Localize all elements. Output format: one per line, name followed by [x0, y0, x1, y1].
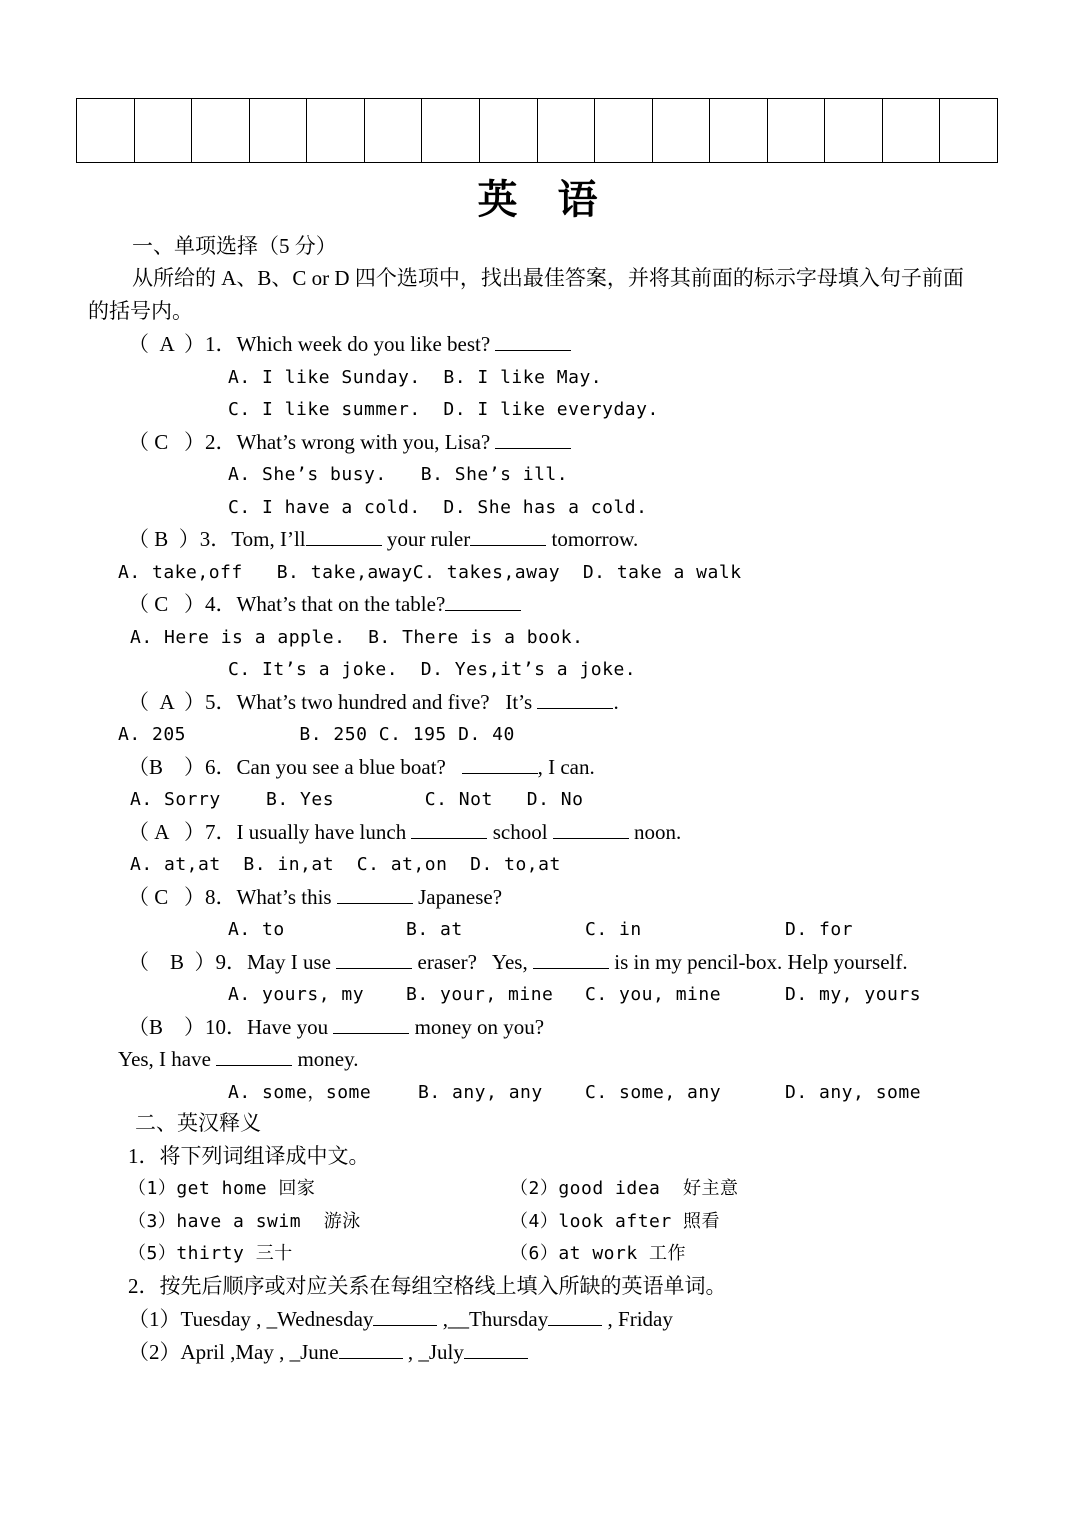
question-stem-part: eraser? Yes,	[417, 950, 528, 974]
score-cell	[767, 99, 825, 163]
question-1-options-cd: C. I like summer. D. I like everyday.	[228, 399, 659, 420]
score-cell	[479, 99, 537, 163]
question-stem: （ A ）7．I usually have lunch	[128, 820, 407, 844]
sequence-row-2	[128, 1339, 528, 1365]
question-6-options: A. Sorry B. Yes C. Not D. No	[130, 789, 584, 810]
score-cell	[710, 99, 768, 163]
question-9	[128, 949, 908, 975]
score-cell	[825, 99, 883, 163]
answer-blank	[339, 1340, 403, 1359]
question-stem: （B ）6．Can you see a blue boat?	[128, 755, 446, 779]
question-2	[128, 429, 571, 455]
translation-item: （5）thirty 三十	[128, 1243, 293, 1264]
question-7-options: A. at,at B. in,at C. at,on D. to,at	[130, 854, 561, 875]
answer-blank	[445, 592, 521, 611]
question-6	[128, 754, 595, 780]
question-stem-part: tomorrow.	[551, 527, 639, 551]
question-stem: （ C ）4．What’s that on the table?	[128, 592, 446, 616]
answer-blank	[373, 1307, 437, 1326]
page-title: 英语	[477, 177, 638, 222]
question-9-option-b: B. your, mine	[406, 984, 554, 1005]
score-cell	[595, 99, 653, 163]
section1-heading: 一、单项选择（5 分）	[132, 234, 337, 258]
score-cell	[364, 99, 422, 163]
question-stem: （ B ）9．May I use	[128, 950, 331, 974]
score-cell	[249, 99, 307, 163]
question-10-line-2	[118, 1046, 359, 1072]
question-8	[128, 884, 502, 910]
question-4-options-ab: A. Here is a apple. B. There is a book.	[130, 627, 584, 648]
question-1	[128, 331, 571, 357]
question-10-option-b: B. any, any	[418, 1082, 543, 1103]
answer-blank	[548, 1307, 602, 1326]
sequence-row-1	[128, 1306, 673, 1332]
question-stem-part: money on you?	[414, 1015, 545, 1039]
question-8-option-c: C. in	[585, 919, 642, 940]
question-9-option-c: C. you, mine	[585, 984, 722, 1005]
question-2-options-cd: C. I have a cold. D. She has a cold.	[228, 497, 648, 518]
answer-blank	[533, 950, 609, 969]
question-2-options-ab: A. She’s busy. B. She’s ill.	[228, 464, 569, 485]
answer-blank	[470, 527, 546, 546]
section2-part1-heading: 1．将下列词组译成中文。	[128, 1144, 370, 1168]
answer-blank	[462, 755, 538, 774]
question-stem-part: Japanese?	[418, 885, 503, 909]
sequence-text: （2）April ,May , _June	[128, 1340, 339, 1364]
score-cell	[940, 99, 998, 163]
translation-item: （1）get home 回家	[128, 1178, 316, 1199]
question-stem-part: your ruler	[386, 527, 471, 551]
answer-blank	[411, 820, 487, 839]
section2-heading: 二、英汉释义	[135, 1111, 261, 1135]
question-8-option-d: D. for	[785, 919, 854, 940]
score-cell	[422, 99, 480, 163]
question-stem: （ B ）3．Tom, I’ll	[128, 527, 306, 551]
question-stem: （B ）10．Have you	[128, 1015, 329, 1039]
question-stem-part: , I can.	[537, 755, 595, 779]
question-10-option-c: C. some, any	[585, 1082, 722, 1103]
score-cell	[537, 99, 595, 163]
question-8-option-a: A. to	[228, 919, 285, 940]
section1-instruction: 从所给的 A、B、C or D 四个选项中，找出最佳答案，并将其前面的标示字母填入句子前面	[132, 266, 964, 290]
sequence-text: , _July	[402, 1340, 464, 1364]
answer-blank	[336, 950, 412, 969]
sequence-text: ,__Thursday	[437, 1307, 549, 1331]
question-stem-part: school	[492, 820, 548, 844]
question-1-options-ab: A. I like Sunday. B. I like May.	[228, 367, 603, 388]
question-9-option-a: A. yours, my	[228, 984, 365, 1005]
question-stem: （ C ）2．What’s wrong with you, Lisa?	[128, 430, 491, 454]
question-stem-part: is in my pencil-box. Help yourself.	[614, 950, 908, 974]
score-grid	[76, 98, 998, 163]
question-9-option-d: D. my, yours	[785, 984, 922, 1005]
question-8-option-b: B. at	[406, 919, 463, 940]
question-stem-part: .	[613, 690, 619, 714]
answer-blank	[495, 430, 571, 449]
translation-item: （2）good idea 好主意	[510, 1178, 739, 1199]
question-3	[128, 526, 638, 552]
translation-item: （4）look after 照看	[510, 1211, 721, 1232]
score-cell	[882, 99, 940, 163]
answer-blank	[337, 885, 413, 904]
score-grid-row	[77, 99, 998, 163]
question-stem: （ A ）5．What’s two hundred and five? It’s	[128, 690, 533, 714]
score-cell	[307, 99, 365, 163]
question-5-options: A. 205 B. 250 C. 195 D. 40	[118, 724, 515, 745]
question-stem: （ A ）1．Which week do you like best?	[128, 332, 491, 356]
score-cell	[134, 99, 192, 163]
translation-item: （6）at work 工作	[510, 1243, 687, 1264]
section1-instruction-cont: 的括号内。	[88, 299, 193, 323]
question-10	[128, 1014, 544, 1040]
question-10-option-a: A. some，some	[228, 1082, 372, 1103]
question-7	[128, 819, 681, 845]
score-cell	[77, 99, 135, 163]
score-cell	[652, 99, 710, 163]
answer-blank	[306, 527, 382, 546]
question-stem-part: noon.	[634, 820, 682, 844]
question-4	[128, 591, 521, 617]
answer-blank	[537, 690, 613, 709]
answer-blank	[495, 332, 571, 351]
question-stem-part: money.	[297, 1047, 359, 1071]
sequence-text: （1）Tuesday , _Wednesday	[128, 1307, 374, 1331]
question-stem: （ C ）8．What’s this	[128, 885, 332, 909]
section2-part2-heading: 2．按先后顺序或对应关系在每组空格线上填入所缺的英语单词。	[128, 1274, 727, 1298]
answer-blank	[553, 820, 629, 839]
answer-blank	[216, 1047, 292, 1066]
question-10-option-d: D. any, some	[785, 1082, 922, 1103]
answer-blank	[464, 1340, 528, 1359]
question-4-options-cd: C. It’s a joke. D. Yes,it’s a joke.	[228, 659, 637, 680]
translation-item: （3）have a swim 游泳	[128, 1211, 361, 1232]
question-5	[128, 689, 619, 715]
question-stem-part: Yes, I have	[118, 1047, 211, 1071]
score-cell	[192, 99, 250, 163]
question-3-options: A. take,off B. take,awayC. takes,away D. take a walk	[118, 562, 742, 583]
answer-blank	[333, 1015, 409, 1034]
sequence-text: , Friday	[602, 1307, 673, 1331]
